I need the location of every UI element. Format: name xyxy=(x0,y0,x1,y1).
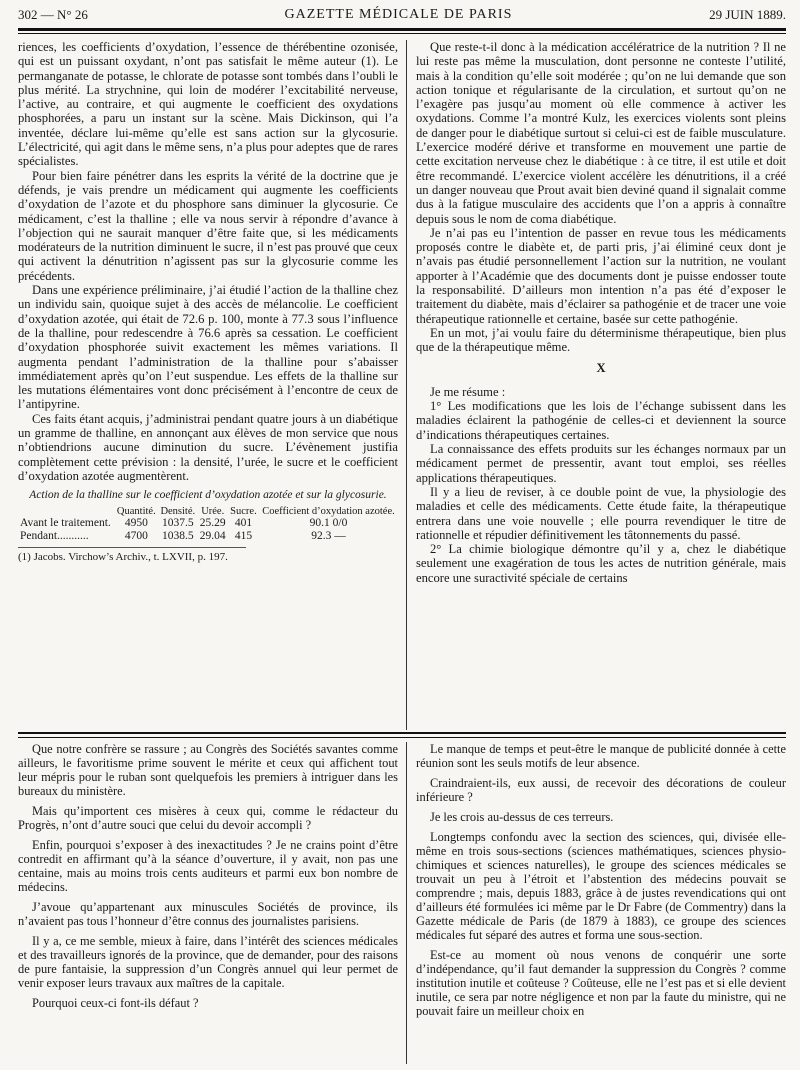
column-divider xyxy=(406,40,407,730)
paragraph: Dans une expérience préliminaire, j’ai étudié l’action de la thalline chez un individu sain, quoique sujet à des accès de mélancolie. Le coefficient d’oxydation azotée, qui était de 72.6 p. 100, monte à 77.3 sous l’influence de la thalline, pour redescendre à 76.6 après sa cessation. Le coefficient d’oxydation phosphorée suivit exactement les mêmes variations. Il augmenta pendant l’administration de la thalline pour s’abaisser immédiatement après qu’on l’eut suspendue. Les effets de la thalline sur les mutations élémentaires vont donc précisément à l’encontre de ceux de l’antipyrine. xyxy=(18,283,398,412)
section-rule-thin xyxy=(18,737,786,738)
paragraph: Le manque de temps et peut-être le manque de publicité donnée à cette réunion sont les seuls motifs de leur absence. xyxy=(416,742,786,770)
table-cell: 1037.5 xyxy=(161,517,194,530)
table-header: Densité. xyxy=(160,506,196,518)
journal-title: GAZETTE MÉDICALE DE PARIS xyxy=(284,7,513,22)
left-column xyxy=(18,40,398,565)
table-cell: Pendant........... xyxy=(20,530,89,543)
paragraph: Enfin, pourquoi s’exposer à des inexactitudes ? Je ne crains point d’être contredit en affirmant qu’à la séance d’ouverture, il y avait, non pas une centaine, mais au moins trois cents auditeurs et parmi eux bon nombre de médecins. xyxy=(18,838,398,894)
section-rule xyxy=(18,732,786,734)
footnote: (1) Jacobs. Virchow’s Archiv., t. LXVII, p. 197. xyxy=(18,547,246,564)
thalline-table xyxy=(18,506,398,543)
right-column xyxy=(416,40,786,585)
header-rule xyxy=(18,28,786,31)
table-caption: Action de la thalline sur le coefficient d’oxydation azotée et sur la glycosurie. xyxy=(29,489,387,502)
table-cell: 29.04 xyxy=(199,530,226,543)
table-cell: 415 xyxy=(234,530,253,543)
paragraph: Mais qu’importent ces misères à ceux qui, comme le rédacteur du Progrès, n’ont d’autre souci que celui du devoir accompli ? xyxy=(18,804,398,832)
section-heading: X xyxy=(596,360,606,375)
paragraph: riences, les coefficients d’oxydation, l’essence de thérébentine ozonisée, qui est un puissant oxydant, n’ont pas satisfait le même auteur (1). Le permanganate de potasse, le chlorate de potasse sont tombés dans l’oubli le plus mérité. La strychnine, qui loin de modérer l’excitabilité nerveuse, l’active, au contraire, et qui augmente le coefficient des oxydations phosphorées, a paru un instant sur la scène. Mais Dickinson, qui l’a inventée, déclare lui-même qu’elle est sans action sur la glycosurie. L’électricité, qui agit dans le même sens, n’a plus pour adeptes que de rares spécialistes. xyxy=(18,40,398,169)
paragraph: Que notre confrère se rassure ; au Congrès des Sociétés savantes comme ailleurs, le favoritisme prime souvent le mérite et ceux qui affichent tout leur mépris pour le ruban sont quelquefois les premiers à intriguer dans les bureaux du ministère. xyxy=(18,742,398,798)
summary-item: 2° La chimie biologique démontre qu’il y a, chez le diabétique seulement une exagération de tous les actes de nutrition générale, mais encore une suractivité spéciale de certains xyxy=(416,542,786,585)
table-header: Coefficient d’oxydation azotée. xyxy=(262,506,395,518)
paragraph: Il y a, ce me semble, mieux à faire, dans l’intérêt des sciences médicales et des travailleurs ignorés de la province, que de demander, pour des raisons de pure fantaisie, la suppression d’un Congrès annuel qui leur permet de venir exposer leurs travaux aux maîtres de la capitale. xyxy=(18,934,398,990)
paragraph: Ces faits étant acquis, j’administrai pendant quatre jours à un diabétique un gramme de thalline, en annonçant aux élèves de mon service que nous n’obtiendrions aucune diminution du sucre. L’évènement justifia complètement cette prévision : la densité, l’urée, le sucre et le coefficient d’oxydation azotée augmentèrent. xyxy=(18,411,398,483)
paragraph: Longtemps confondu avec la section des sciences, qui, divisée elle-même en trois sous-sections (sciences mathématiques, sciences physio-chimiques et sciences naturelles), le groupe des sciences médicales se trouvait un peu à l’étroit et l’abstention des médecins pouvait se comprendre ; mais, depuis 1883, grâce à de justes revendications qui ont d’ailleurs été formulées ici même par le Dr Fabre (de Commentry) dans la Gazette médicale de Paris (de 1879 à 1883), ce groupe des sciences médicales fut séparé des autres et forma une sous-section. xyxy=(416,830,786,942)
summary-item: Il y a lieu de reviser, à ce double point de vue, la physiologie des maladies et celle des médicaments. Cette étude faite, la thérapeutique entrera dans une voie nouvelle ; elle pourra revendiquer le titre de rationnelle et répudier définitivement les tâtonnements du passé. xyxy=(416,484,786,542)
table-row xyxy=(18,517,398,530)
column-divider xyxy=(406,742,407,1064)
table-cell: 1038.5 xyxy=(161,530,194,543)
summary-item: La connaissance des effets produits sur les échanges normaux par un médicament permet de pressentir, avant tout emploi, ses réelles applications thérapeutiques. xyxy=(416,442,786,485)
table-header: Urée. xyxy=(201,506,225,518)
feuilleton-left-column xyxy=(18,742,398,1016)
paragraph: Pourquoi ceux-ci font-ils défaut ? xyxy=(32,996,199,1010)
page-number: 302 — N° 26 xyxy=(18,7,88,22)
table-header: Sucre. xyxy=(230,506,257,518)
table-row xyxy=(18,530,398,543)
table-cell: 4700 xyxy=(124,530,148,543)
paragraph: Craindraient-ils, eux aussi, de recevoir des décorations de couleur inférieure ? xyxy=(416,776,786,804)
feuilleton-right-column xyxy=(416,742,786,1024)
table-cell: 401 xyxy=(234,517,253,530)
paragraph: En un mot, j’ai voulu faire du déterminisme thérapeutique, bien plus que de la thérapeutique même. xyxy=(416,325,786,355)
summary-item: 1° Les modifications que les lois de l’échange subissent dans les maladies éclairent la pathogénie de celles-ci et deviennent la source d’indications thérapeutiques certaines. xyxy=(416,399,786,442)
paragraph: Je n’ai pas eu l’intention de passer en revue tous les médicaments proposés contre le diabète et, de parti pris, j’ai éliminé ceux dont je n’avais pas étudié personnellement l’action sur la nutrition, ne voulant apporter à l’Académie que des documents dont je puisse endosser toute la responsabilité. D’ailleurs mon intention n’a pas été d’exposer le traitement du diabète, mais d’éclairer sa pathogénie et de tracer une voie thérapeutique rationnelle et certaine, basée sur cette pathogénie. xyxy=(416,225,786,326)
table-header-row xyxy=(18,506,398,517)
paragraph: Que reste-t-il donc à la médication accélératrice de la nutrition ? Il ne lui reste pas même la musculation, dont personne ne conteste l’utilité, mais à la condition qu’elle soit modérée ; qu’on ne lui demande que son action tonique et régularisante de la circulation, et surtout qu’on ne l’exagère pas jusqu’au moment où elle commence à activer les oxydations. Comme l’a montré Kulz, les exercices violents sont pleins de danger pour le diabétique surtout si celui-ci est de faible musculature. L’exercice modéré dérive et transforme en mouvement une partie de cette excitation nerveuse chez le diabétique : à ce titre, il est utile et doit être recommandé. L’exercice violent accélère les dénutritions, il a créé un danger nouveau que Prout avait bien deviné quand il signalait comme dus à la fatigue musculaire des accidents que l’on a appris à connaître depuis sous le nom de coma diabétique. xyxy=(416,40,786,226)
paragraph: Est-ce au moment où nous venons de conquérir une sorte d’indépendance, qu’il faut demander la suppression du Congrès ? comme institution inutile et coûteuse ? Coûteuse, elle ne l’est pas et si elle devient inutile, ce sera par notre négligence et non par la faute du ministre, qui ne pouvait faire un meilleur choix en xyxy=(416,948,786,1018)
issue-date: 29 JUIN 1889. xyxy=(709,7,786,22)
table-cell: Avant le traitement. xyxy=(20,517,111,530)
summary-intro: Je me résume : xyxy=(430,384,506,399)
paragraph: J’avoue qu’appartenant aux minuscules Sociétés de province, ils n’avaient pas tous l’honneur d’être connus des journalistes parisiens. xyxy=(18,900,398,928)
table-cell: 92.3 — xyxy=(311,530,346,543)
table-header: Quantité. xyxy=(116,506,156,518)
page-header xyxy=(18,4,786,26)
table-cell: 4950 xyxy=(124,517,148,530)
table-cell: 90.1 0/0 xyxy=(309,517,348,530)
table-header xyxy=(18,506,115,517)
header-rule-thin xyxy=(18,33,786,34)
paragraph: Je les crois au-dessus de ces terreurs. xyxy=(430,810,614,824)
paragraph: Pour bien faire pénétrer dans les esprits la vérité de la doctrine que je défends, je vais prendre un médicament qui augmente les coefficients d’oxydation de l’azote et du phosphore sans diminuer la glycosurie. Ce médicament, c’est la thalline ; elle va nous servir à répondre d’avance à l’objection qui ne saurait manquer d’être faite que, si les médicaments modérateurs de la nutrition diminuent le sucre, il n’est pas prouvé que ceux qui activent la dénutrition n’agissent pas sur la glycosurie comme les précédents. xyxy=(18,168,398,283)
table-cell: 25.29 xyxy=(199,517,226,530)
